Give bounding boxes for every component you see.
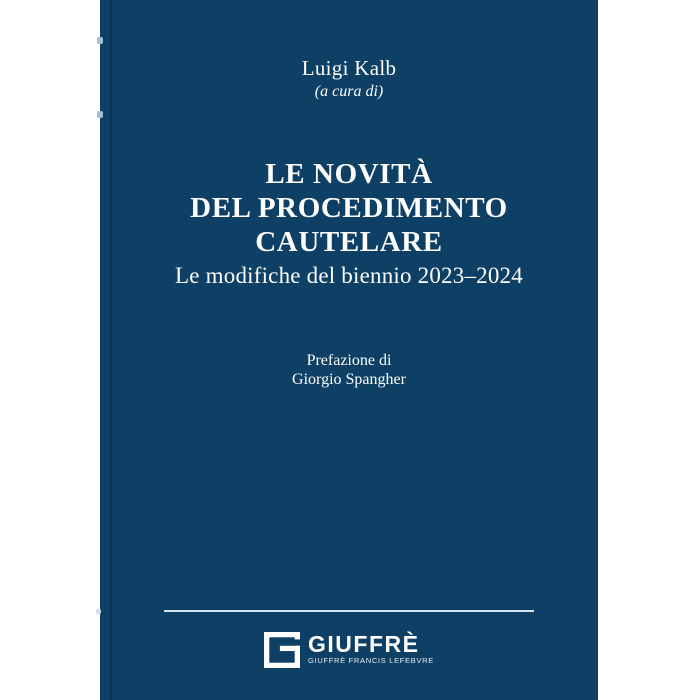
giuffre-square-g-icon <box>264 632 300 668</box>
spine-crease-line <box>110 0 112 700</box>
book-title-line-2: DEL PROCEDIMENTO <box>190 192 508 224</box>
publisher-wordmark: GIUFFRÈ <box>308 631 420 657</box>
footer-divider-line <box>164 610 534 612</box>
publisher-text <box>308 632 434 665</box>
book-title-line-3: CAUTELARE <box>255 226 443 258</box>
cover-edge-speck <box>97 111 103 118</box>
curator-note: (a cura di) <box>314 83 384 100</box>
publisher-logo-block <box>100 632 598 668</box>
book-subtitle: Le modifiche del biennio 2023–2024 <box>175 263 523 288</box>
preface-label: Prefazione di <box>306 352 392 369</box>
author-block <box>100 56 598 101</box>
book-title <box>100 157 598 259</box>
preface-author: Giorgio Spangher <box>292 371 406 388</box>
preface-block <box>100 351 598 389</box>
book-cover <box>100 0 598 700</box>
publisher-logo-inner <box>264 632 434 668</box>
publisher-tagline: GIUFFRÈ FRANCIS LEFEBVRE <box>308 656 434 665</box>
book-title-line-1: LE NOVITÀ <box>265 158 433 190</box>
cover-edge-speck <box>97 37 103 44</box>
cover-edge-speck <box>96 609 101 614</box>
author-name: Luigi Kalb <box>301 56 397 80</box>
